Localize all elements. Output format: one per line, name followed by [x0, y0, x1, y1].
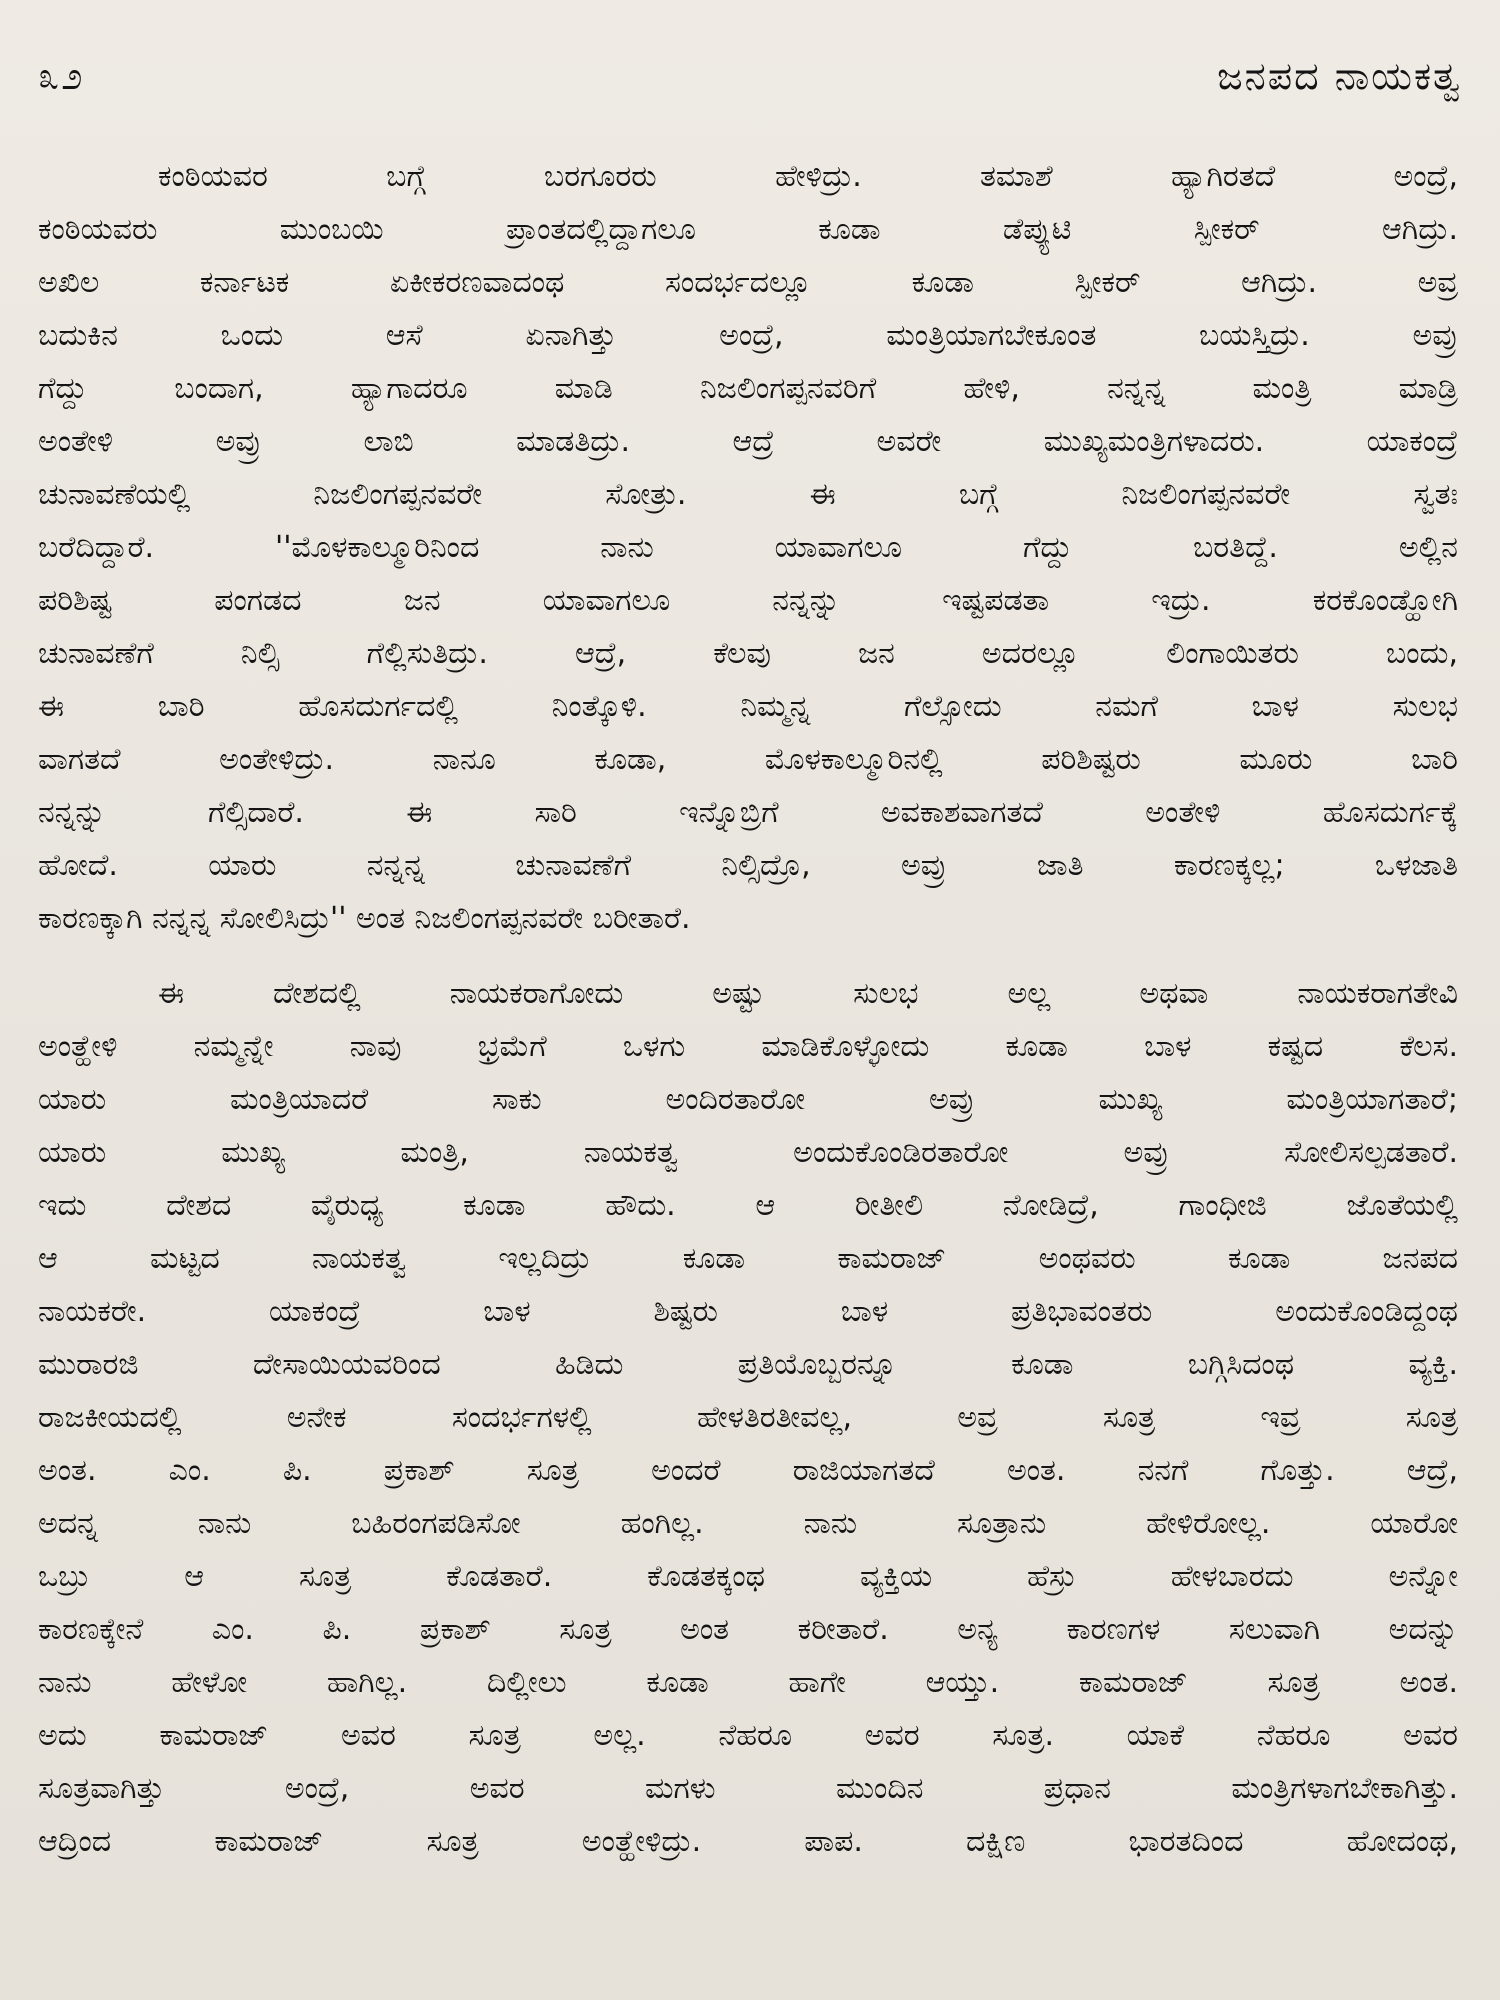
text-line: ಚುನಾವಣೆಗೆ ನಿಲ್ಸಿ ಗೆಲ್ಲಿಸುತಿದ್ರು. ಆದ್ರೆ, ಕೆಲವು ಜನ ಅದರಲ್ಲೂ ಲಿಂಗಾಯಿತರು ಬಂದು,	[38, 636, 1458, 671]
text-line: ಅಂತೇಳಿ ಅವ್ರು ಲಾಬಿ ಮಾಡತಿದ್ರು. ಆದ್ರೆ ಅವರೇ ಮುಖ್ಯಮಂತ್ರಿಗಳಾದರು. ಯಾಕಂದ್ರೆ	[38, 424, 1458, 459]
text-line: ಆದ್ರಿಂದ ಕಾಮರಾಜ್ ಸೂತ್ರ ಅಂತ್ಹೇಳಿದ್ರು. ಪಾಪ. ದಕ್ಷಿಣ ಭಾರತದಿಂದ ಹೋದಂಥ,	[38, 1824, 1458, 1859]
text-line: ಅದನ್ನ ನಾನು ಬಹಿರಂಗಪಡಿಸೋ ಹಂಗಿಲ್ಲ. ನಾನು ಸೂತ್ರಾನು ಹೇಳಿರೋಲ್ಲ. ಯಾರೋ	[38, 1506, 1458, 1541]
text-line: ಹೋದೆ. ಯಾರು ನನ್ನನ್ನ ಚುನಾವಣೆಗೆ ನಿಲ್ಸಿದ್ರೊ, ಅವ್ರು ಜಾತಿ ಕಾರಣಕ್ಕಲ್ಲ; ಒಳಜಾತಿ	[38, 848, 1458, 883]
text-line: ಅದು ಕಾಮರಾಜ್ ಅವರ ಸೂತ್ರ ಅಲ್ಲ. ನೆಹರೂ ಅವರ ಸೂತ್ರ. ಯಾಕೆ ನೆಹರೂ ಅವರ	[38, 1718, 1458, 1753]
text-line: ಆ ಮಟ್ಟದ ನಾಯಕತ್ವ ಇಲ್ಲದಿದ್ರು ಕೂಡಾ ಕಾಮರಾಜ್ ಅಂಥವರು ಕೂಡಾ ಜನಪದ	[38, 1241, 1458, 1276]
text-line: ಪರಿಶಿಷ್ಟ ಪಂಗಡದ ಜನ ಯಾವಾಗಲೂ ನನ್ನನ್ನು ಇಷ್ಟಪಡತಾ ಇದ್ರು. ಕರಕೊಂಡ್ಹೋಗಿ	[38, 583, 1458, 618]
text-line: ಅಂತ್ಹೇಳಿ ನಮ್ಮನ್ನೇ ನಾವು ಭ್ರಮೆಗೆ ಒಳಗು ಮಾಡಿಕೊಳ್ಳೋದು ಕೂಡಾ ಬಾಳ ಕಷ್ಟದ ಕೆಲಸ.	[38, 1029, 1458, 1064]
text-line: ಬದುಕಿನ ಒಂದು ಆಸೆ ಏನಾಗಿತ್ತು ಅಂದ್ರೆ, ಮಂತ್ರಿಯಾಗಬೇಕೂಂತ ಬಯಸ್ತಿದ್ರು. ಅವ್ರು	[38, 318, 1458, 353]
running-title: ಜನಪದ ನಾಯಕತ್ವ	[1217, 54, 1462, 98]
text-line: ಇದು ದೇಶದ ವೈರುಧ್ಯ ಕೂಡಾ ಹೌದು. ಆ ರೀತೀಲಿ ನೋಡಿದ್ರೆ, ಗಾಂಧೀಜಿ ಜೊತೆಯಲ್ಲಿ	[38, 1188, 1458, 1223]
text-line: ಯಾರು ಮುಖ್ಯ ಮಂತ್ರಿ, ನಾಯಕತ್ವ ಅಂದುಕೊಂಡಿರತಾರೋ ಅವ್ರು ಸೋಲಿಸಲ್ಪಡತಾರೆ.	[38, 1135, 1458, 1170]
text-line: ಯಾರು ಮಂತ್ರಿಯಾದರೆ ಸಾಕು ಅಂದಿರತಾರೋ ಅವ್ರು ಮುಖ್ಯ ಮಂತ್ರಿಯಾಗತಾರೆ;	[38, 1082, 1458, 1117]
text-line: ಗೆದ್ದು ಬಂದಾಗ, ಹ್ಯಾಗಾದರೂ ಮಾಡಿ ನಿಜಲಿಂಗಪ್ಪನವರಿಗೆ ಹೇಳಿ, ನನ್ನನ್ನ ಮಂತ್ರಿ ಮಾಡ್ರಿ	[38, 371, 1458, 406]
text-line: ನಾಯಕರೇ. ಯಾಕಂದ್ರೆ ಬಾಳ ಶಿಷ್ಟರು ಬಾಳ ಪ್ರತಿಭಾವಂತರು ಅಂದುಕೊಂಡಿದ್ದಂಥ	[38, 1294, 1458, 1329]
text-line: ಚುನಾವಣೆಯಲ್ಲಿ ನಿಜಲಿಂಗಪ್ಪನವರೇ ಸೋತ್ರು. ಈ ಬಗ್ಗೆ ನಿಜಲಿಂಗಪ್ಪನವರೇ ಸ್ವತಃ	[38, 477, 1458, 512]
text-line: ನನ್ನನ್ನು ಗೆಲ್ಸಿದಾರೆ. ಈ ಸಾರಿ ಇನ್ನೊಬ್ರಿಗೆ ಅವಕಾಶವಾಗತದೆ ಅಂತೇಳಿ ಹೊಸದುರ್ಗಕ್ಕೆ	[38, 795, 1458, 830]
page-body	[38, 150, 1458, 1868]
text-line: ನಾನು ಹೇಳೋ ಹಾಗಿಲ್ಲ. ದಿಲ್ಲೀಲು ಕೂಡಾ ಹಾಗೇ ಆಯ್ತು. ಕಾಮರಾಜ್ ಸೂತ್ರ ಅಂತ.	[38, 1665, 1458, 1700]
text-line: ರಾಜಕೀಯದಲ್ಲಿ ಅನೇಕ ಸಂದರ್ಭಗಳಲ್ಲಿ ಹೇಳತಿರತೀವಲ್ಲ, ಅವ್ರ ಸೂತ್ರ ಇವ್ರ ಸೂತ್ರ	[38, 1400, 1458, 1435]
paragraph-2	[38, 967, 1458, 1868]
page-header	[38, 48, 1462, 108]
paragraph-gap	[38, 945, 1458, 967]
text-line: ಮುರಾರಜಿ ದೇಸಾಯಿಯವರಿಂದ ಹಿಡಿದು ಪ್ರತಿಯೊಬ್ಬರನ್ನೂ ಕೂಡಾ ಬಗ್ಗಿಸಿದಂಥ ವ್ಯಕ್ತಿ.	[38, 1347, 1458, 1382]
text-line: ವಾಗತದೆ ಅಂತೇಳಿದ್ರು. ನಾನೂ ಕೂಡಾ, ಮೊಳಕಾಲ್ಮೂರಿನಲ್ಲಿ ಪರಿಶಿಷ್ಟರು ಮೂರು ಬಾರಿ	[38, 742, 1458, 777]
text-line: ಈ ಬಾರಿ ಹೊಸದುರ್ಗದಲ್ಲಿ ನಿಂತ್ಕೊಳಿ. ನಿಮ್ಮನ್ನ ಗೆಲ್ಸೋದು ನಮಗೆ ಬಾಳ ಸುಲಭ	[38, 689, 1458, 724]
paragraph-1	[38, 150, 1458, 945]
text-line: ಕಾರಣಕ್ಕಾಗಿ ನನ್ನನ್ನ ಸೋಲಿಸಿದ್ರು'' ಅಂತ ನಿಜಲಿಂಗಪ್ಪನವರೇ ಬರೀತಾರೆ.	[38, 901, 691, 936]
text-line: ಕಂಠಿಯವರ ಬಗ್ಗೆ ಬರಗೂರರು ಹೇಳಿದ್ರು. ತಮಾಶೆ ಹ್ಯಾಗಿರತದೆ ಅಂದ್ರೆ,	[158, 159, 1458, 194]
text-line: ಬರೆದಿದ್ದಾರೆ. ''ಮೊಳಕಾಲ್ಮೂರಿನಿಂದ ನಾನು ಯಾವಾಗಲೂ ಗೆದ್ದು ಬರತಿದ್ದೆ. ಅಲ್ಲಿನ	[38, 530, 1458, 565]
text-line: ಅಖಿಲ ಕರ್ನಾಟಕ ಏಕೀಕರಣವಾದಂಥ ಸಂದರ್ಭದಲ್ಲೂ ಕೂಡಾ ಸ್ಪೀಕರ್ ಆಗಿದ್ರು. ಅವ್ರ	[38, 265, 1458, 300]
text-line: ಅಂತ. ಎಂ. ಪಿ. ಪ್ರಕಾಶ್ ಸೂತ್ರ ಅಂದರೆ ರಾಜಿಯಾಗತದೆ ಅಂತ. ನನಗೆ ಗೊತ್ತು. ಆದ್ರೆ,	[38, 1453, 1458, 1488]
text-line: ಒಬ್ರು ಆ ಸೂತ್ರ ಕೊಡತಾರೆ. ಕೊಡತಕ್ಕಂಥ ವ್ಯಕ್ತಿಯ ಹೆಸ್ರು ಹೇಳಬಾರದು ಅನ್ನೋ	[38, 1559, 1458, 1594]
page-number: ೩೨	[38, 54, 85, 98]
text-line: ಈ ದೇಶದಲ್ಲಿ ನಾಯಕರಾಗೋದು ಅಷ್ಟು ಸುಲಭ ಅಲ್ಲ ಅಥವಾ ನಾಯಕರಾಗತೇವಿ	[158, 976, 1458, 1011]
text-line: ಸೂತ್ರವಾಗಿತ್ತು ಅಂದ್ರೆ, ಅವರ ಮಗಳು ಮುಂದಿನ ಪ್ರಧಾನ ಮಂತ್ರಿಗಳಾಗಬೇಕಾಗಿತ್ತು.	[38, 1771, 1458, 1806]
text-line: ಕಾರಣಕ್ಕೇನೆ ಎಂ. ಪಿ. ಪ್ರಕಾಶ್ ಸೂತ್ರ ಅಂತ ಕರೀತಾರೆ. ಅನ್ಯ ಕಾರಣಗಳ ಸಲುವಾಗಿ ಅದನ್ನು	[38, 1612, 1458, 1647]
text-line: ಕಂಠಿಯವರು ಮುಂಬಯಿ ಪ್ರಾಂತದಲ್ಲಿದ್ದಾಗಲೂ ಕೂಡಾ ಡೆಪ್ಯುಟಿ ಸ್ಪೀಕರ್ ಆಗಿದ್ರು.	[38, 212, 1458, 247]
